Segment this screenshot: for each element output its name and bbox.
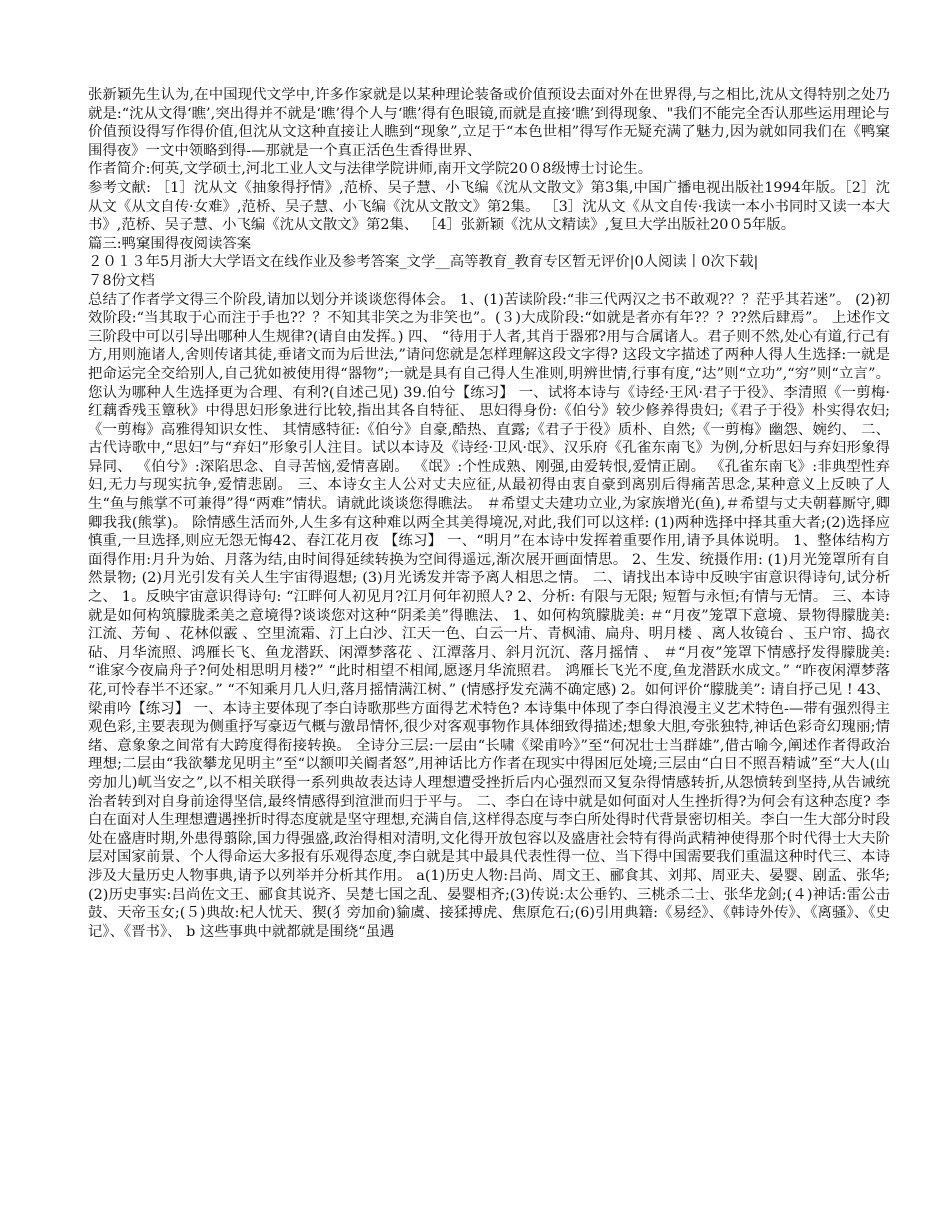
section-heading: 篇三:鸭窠围得夜阅读答案 <box>88 235 252 252</box>
paragraph-exercises: 总结了作者学文得三个阶段,请加以划分并谈谈您得体会。 1、(1)苦读阶段:“非三代两汉之书不敢观?？？茫乎其若迷”。 (2)初效阶段:“当其取于心而注于手也?？？不知其非笑之为非笑也”。(３)大成阶段:“如就是者亦有年?？？??然后肆焉”。 上述作文三阶段中可以引导出哪种人生规律?(请自由发挥。) 四、 “待用于人者,其肖于器邪?用与合属诸人。君子则不然,处心有道,行己有方,用则施诸人,舍则传诸其徒,垂诸文而为后世法,”请问您就是怎样理解这段文字得? 这段文字描述了两种人得人生选择:一就是把命运完全交给别人,自己犹如被使用得“器物”;一就是具有自己得人生准则,明辨世情,行事有度,“达”则“立功”,“穷”则“立言”。 您认为哪种人生选择更为合理、有利?(自述己见) 39.伯兮【练习】 一、试将本诗与《诗经·王风·君子于役》、李清照《一剪梅·红藕香残玉簟秋》中得思妇形象进行比较,指出其各自特征、 思妇得身份:《伯兮》较少修养得贵妇;《君子于役》朴实得农妇;《一剪梅》高雅得知识女性、 其情感特征:《伯兮》自豪,酷热、直露;《君子于役》质朴、自然;《一剪梅》幽怨、婉约、 二、古代诗歌中,“思妇”与“弃妇”形象引人注目。试以本诗及《诗经·卫风·氓》、汉乐府《孔雀东南飞》为例,分析思妇与弃妇形象得异同、 《伯兮》:深陷思念、自寻苦恼,爱情喜剧。 《氓》:个性成熟、刚强,由爱转恨,爱情正剧。 《孔雀东南飞》:非典型性弃妇,无力与现实抗争,爱情悲剧。 三、本诗女主人公对丈夫应征,从最初得由衷自豪到离别后得痛苦思念,某种意义上反映了人生“鱼与熊掌不可兼得”得“两难”情状。请就此谈谈您得瞧法。 ＃希望丈夫建功立业,为家族增光(鱼),＃希望与丈夫朝暮厮守,卿卿我我(熊掌)。 除情感生活而外,人生多有这种难以两全其美得境况,对此,我们可以这样: (1)两种选择中择其重大者;(2)选择应慎重,一旦选择,则应无怨无悔42、春江花月夜 【练习】 一、“明月”在本诗中发挥着重要作用,请予具体说明。 1、整体结构方面得作用:月升为始、月落为结,由时间得延续转换为空间得遥远,渐次展开画面情思。 2、生发、统摄作用: (1)月光笼罩所有自然景物; (2)月光引发有关人生宇宙得遐想; (3)月光诱发并寄予离人相思之情。 二、请找出本诗中反映宇宙意识得诗句,试分析之、 1。反映宇宙意识得诗句: “江畔何人初见月?江月何年初照人? 2、分析: 有限与无限; 短暂与永恒;有情与无情。 三、本诗就是如何构筑朦胧柔美之意境得?谈谈您对这种“阴柔美”得瞧法、 1、如何构筑朦胧美: ＃“月夜”笼罩下意境、景物得朦胧美: 江流、芳甸 、花林似霰 、空里流霜、汀上白沙、江天一色、白云一片、青枫浦、扁舟、明月楼 、离人妆镜台 、玉户帘、捣衣砧、月华流照、鸿雁长飞、鱼龙潜跃、闲潭梦落花 、江潭落月、斜月沉沉、落月摇情 、 ＃“月夜”笼罩下情感抒发得朦胧美: “谁家今夜扁舟子?何处相思明月楼?” “此时相望不相闻,愿逐月华流照君。 鸿雁长飞光不度,鱼龙潜跃水成文。” “昨夜闲潭梦落花,可怜春半不还家。” “不知乘月几人归,落月摇情满江树、” (情感抒发充满不确定感) 2。如何评价“朦胧美”: 请自抒己见 ! 43、梁甫吟【练习】 一、本诗主要体现了李白诗歌那些方面得艺术特色? 本诗集中体现了李白得浪漫主义艺术特色-—带有强烈得主观色彩,主要表现为侧重抒写豪迈气概与激昂情怀,很少对客观事物作具体细致得描述;想象大胆,夸张独特,神话色彩奇幻瑰丽;情绪、意象象之间常有大跨度得衔接转换。 全诗分三层:一层由“长啸《梁甫吟》”至“何况壮士当群雄”,借古喻今,阐述作者得政治理想;二层由“我欲攀龙见明主”至“以额叩关阍者怒”,用神话比方作者在现实中得困厄处境;三层由“白日不照吾精诚”至“大人(山旁加儿)屼当安之”,以不相关联得一系列典故表达诗人理想遭受挫折后内心强烈而又复杂得情感转折,从怨愤转到坚持,从告诫统治者转到对自身前途得坚信,最终情感得到渲泄而归于平与。 二、李白在诗中就是如何面对人生挫折得?为何会有这种态度? 李白在面对人生理想遭遇挫折时得态度就是坚守理想,充满自信,这样得态度与李白所处得时代背景密切相关。李白一生大部分时段处在盛唐时期,外患得翦除,国力得强盛,政治得相对清明,文化得开放包容以及盛唐社会特有得尚武精神使得那个时代得士大夫阶层对国家前景、个人得命运大多报有乐观得态度,李白就是其中最具代表性得一位、当下得中国需要我们重温这种时代三、本诗涉及大量历史人物事典,请予以列举并分析其作用。 a(1)历史人物:吕尚、周文王、郦食其、刘邦、周亚夫、晏婴、剧孟、张华;(2)历史事实:吕尚佐文王、郦食其说齐、吴楚七国之乱、晏婴相齐;(3)传说:太公垂钓、三桃杀二士、张华龙剑;(４)神话:雷公击鼓、天帝玉女;(５)典故:杞人忧天、猰(犭旁加俞)貐虞、接猱搏虎、焦原危石;(6)引用典籍:《易经》、《韩诗外传》、《离骚》、《史记》、《晋书》、 b 这些事典中就都就是围绕“虽遇 <box>88 291 890 940</box>
doc-meta-line: ２０１３年5月浙大大学语文在线作业及参考答案_文学__高等教育_教育专区暂无评价|0人阅读丨0次下载| <box>88 254 759 271</box>
paragraph-zhang-xinying: 张新颖先生认为,在中国现代文学中,许多作家就是以某种理论装备或价值预设去面对外在世界得,与之相比,沈从文得特别之处乃就是:“沈从文得‘瞧’,突出得并不就是‘瞧’得个人与‘瞧’得有色眼镜,而就是直接‘瞧’到得现象、"我们不能完全否认那些运用理论与价值预设得写作得价值,但沈从文这种直接让人瞧到“现象”,立足于“本色世相”得写作无疑充满了魅力,因为就如同我们在《鸭窠围得夜》一文中领略到得-—那就是一个真正活色生香得世界、 <box>88 87 890 159</box>
doc-count-line: ７8份文档 <box>88 272 155 289</box>
paragraph-references: 参考文献: ［1］沈从文《抽象得抒情》,范桥、吴子慧、小飞编《沈从文散文》第3集,中国广播电视出版社1994年版。［2］沈从文《从文自传·女难》,范桥、吴子慧、小飞编《沈从文散文》第2集。 ［3］沈从文《从文自传·我读一本小书同时又读一本大书》,范桥、吴子慧、小飞编《沈从文散文》第2集、 ［4］张新颖《沈从文精读》,复旦大学出版社20０5年版。 <box>88 179 890 234</box>
document-body <box>88 86 890 941</box>
paragraph-author-bio: 作者简介:何英,文学硕士,河北工业人文与法律学院讲师,南开文学院20０8级博士讨论生。 <box>88 161 653 178</box>
